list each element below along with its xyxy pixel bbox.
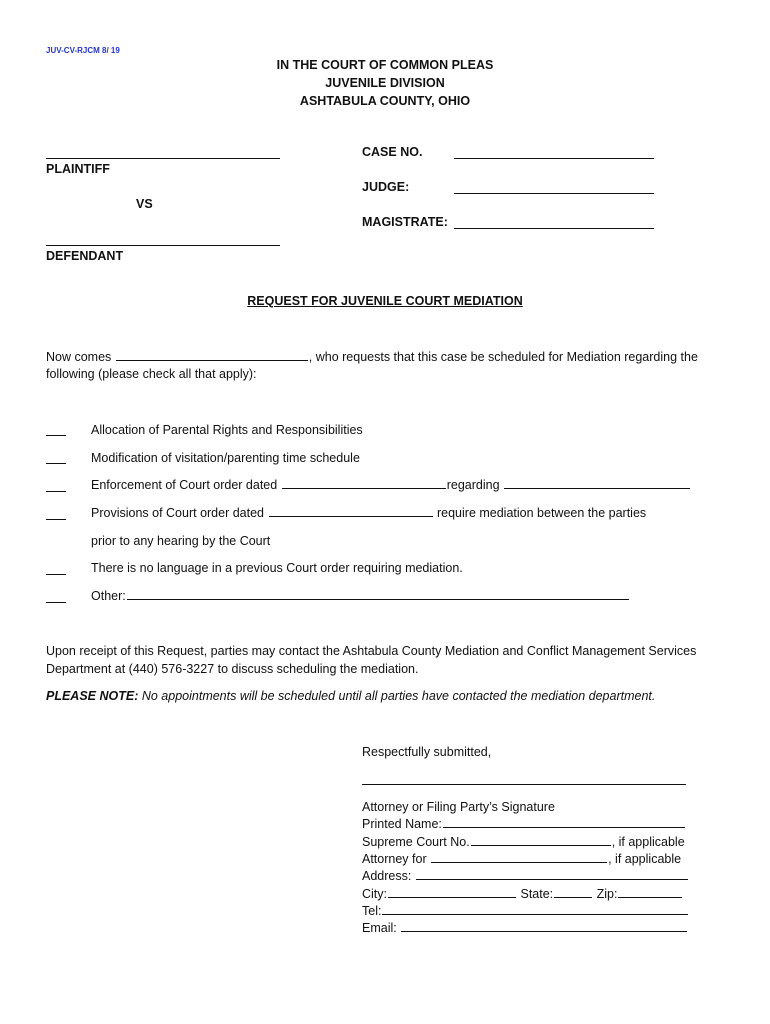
court-division: JUVENILE DIVISION bbox=[325, 76, 445, 90]
address-line[interactable] bbox=[416, 868, 688, 880]
zip-line[interactable] bbox=[618, 886, 682, 898]
attorney-for-row bbox=[362, 851, 681, 867]
intro-line-2: following (please check all that apply): bbox=[46, 367, 257, 381]
address-row bbox=[362, 868, 689, 884]
option-allocation: Allocation of Parental Rights and Responsibilities bbox=[91, 423, 363, 437]
city-line[interactable] bbox=[388, 886, 516, 898]
option-other bbox=[91, 588, 630, 604]
checkbox-allocation[interactable] bbox=[46, 435, 66, 436]
defendant-label: DEFENDANT bbox=[46, 249, 124, 263]
please-note bbox=[46, 688, 655, 704]
tel-line[interactable] bbox=[382, 903, 688, 915]
checkbox-enforcement[interactable] bbox=[46, 491, 66, 492]
option-provisions-cont: prior to any hearing by the Court bbox=[91, 534, 271, 548]
supreme-court-label: Supreme Court No. bbox=[362, 835, 470, 849]
contact-line-2: Department at (440) 576-3227 to discuss scheduling the mediation. bbox=[46, 662, 419, 676]
regarding-text: regarding bbox=[446, 478, 500, 492]
require-text: require mediation between the parties bbox=[436, 506, 647, 520]
vs-label: VS bbox=[136, 197, 153, 211]
enforcement-date-line[interactable] bbox=[282, 477, 446, 489]
case-no-label: CASE NO. bbox=[362, 145, 423, 159]
respectfully-submitted: Respectfully submitted, bbox=[362, 745, 492, 759]
printed-name-row bbox=[362, 816, 686, 832]
plaintiff-line[interactable] bbox=[46, 158, 280, 159]
city-label: City: bbox=[362, 887, 387, 901]
now-comes-text: Now comes bbox=[46, 350, 112, 364]
printed-name-label: Printed Name: bbox=[362, 817, 442, 831]
tel-row bbox=[362, 903, 689, 919]
attorney-for-line[interactable] bbox=[431, 851, 607, 863]
option-provisions bbox=[91, 505, 646, 521]
judge-line[interactable] bbox=[454, 193, 654, 194]
court-title: IN THE COURT OF COMMON PLEAS bbox=[276, 58, 494, 72]
please-note-text: No appointments will be scheduled until all parties have contacted the mediation department. bbox=[141, 689, 656, 703]
state-label: State: bbox=[520, 887, 554, 901]
form-id: JUV-CV-RJCM 8/ 19 bbox=[46, 46, 120, 55]
provisions-date-line[interactable] bbox=[269, 505, 433, 517]
judge-label: JUDGE: bbox=[362, 180, 410, 194]
enforcement-regarding-line[interactable] bbox=[504, 477, 690, 489]
court-county: ASHTABULA COUNTY, OHIO bbox=[299, 94, 471, 108]
checkbox-provisions[interactable] bbox=[46, 519, 66, 520]
attorney-for-label: Attorney for bbox=[362, 852, 427, 866]
plaintiff-label: PLAINTIFF bbox=[46, 162, 110, 176]
checkbox-other[interactable] bbox=[46, 602, 66, 603]
enforcement-text: Enforcement of Court order dated bbox=[91, 478, 278, 492]
other-line[interactable] bbox=[127, 588, 629, 600]
contact-line-1: Upon receipt of this Request, parties may contact the Ashtabula County Mediation and Conflict Management Services bbox=[46, 644, 697, 658]
defendant-line[interactable] bbox=[46, 245, 280, 246]
form-title: REQUEST FOR JUVENILE COURT MEDIATION bbox=[247, 294, 523, 308]
state-line[interactable] bbox=[554, 886, 592, 898]
supreme-court-row bbox=[362, 834, 685, 850]
option-no-language: There is no language in a previous Court order requiring mediation. bbox=[91, 561, 463, 575]
checkbox-modification[interactable] bbox=[46, 463, 66, 464]
option-modification: Modification of visitation/parenting time schedule bbox=[91, 451, 360, 465]
option-enforcement bbox=[91, 477, 691, 493]
email-line[interactable] bbox=[401, 920, 687, 932]
signature-label: Attorney or Filing Party’s Signature bbox=[362, 800, 555, 814]
requesting-party-line[interactable] bbox=[116, 349, 308, 361]
other-text: Other: bbox=[91, 589, 126, 603]
signature-line[interactable] bbox=[362, 784, 686, 785]
case-no-line[interactable] bbox=[454, 158, 654, 159]
printed-name-line[interactable] bbox=[443, 816, 685, 828]
email-row bbox=[362, 920, 688, 936]
tel-label: Tel: bbox=[362, 904, 382, 918]
attorney-for-if-applicable: , if applicable bbox=[608, 852, 682, 866]
email-label: Email: bbox=[362, 921, 397, 935]
zip-label: Zip: bbox=[596, 887, 618, 901]
please-note-label: PLEASE NOTE: bbox=[46, 689, 139, 703]
supreme-court-line[interactable] bbox=[471, 834, 611, 846]
magistrate-label: MAGISTRATE: bbox=[362, 215, 448, 229]
intro-line-1 bbox=[46, 349, 698, 365]
supreme-court-if-applicable: , if applicable bbox=[611, 835, 685, 849]
city-state-zip-row bbox=[362, 886, 683, 902]
checkbox-no-language[interactable] bbox=[46, 574, 66, 575]
who-requests-text: , who requests that this case be scheduled for Mediation regarding the bbox=[308, 350, 698, 364]
provisions-text: Provisions of Court order dated bbox=[91, 506, 265, 520]
magistrate-line[interactable] bbox=[454, 228, 654, 229]
address-label: Address: bbox=[362, 869, 412, 883]
